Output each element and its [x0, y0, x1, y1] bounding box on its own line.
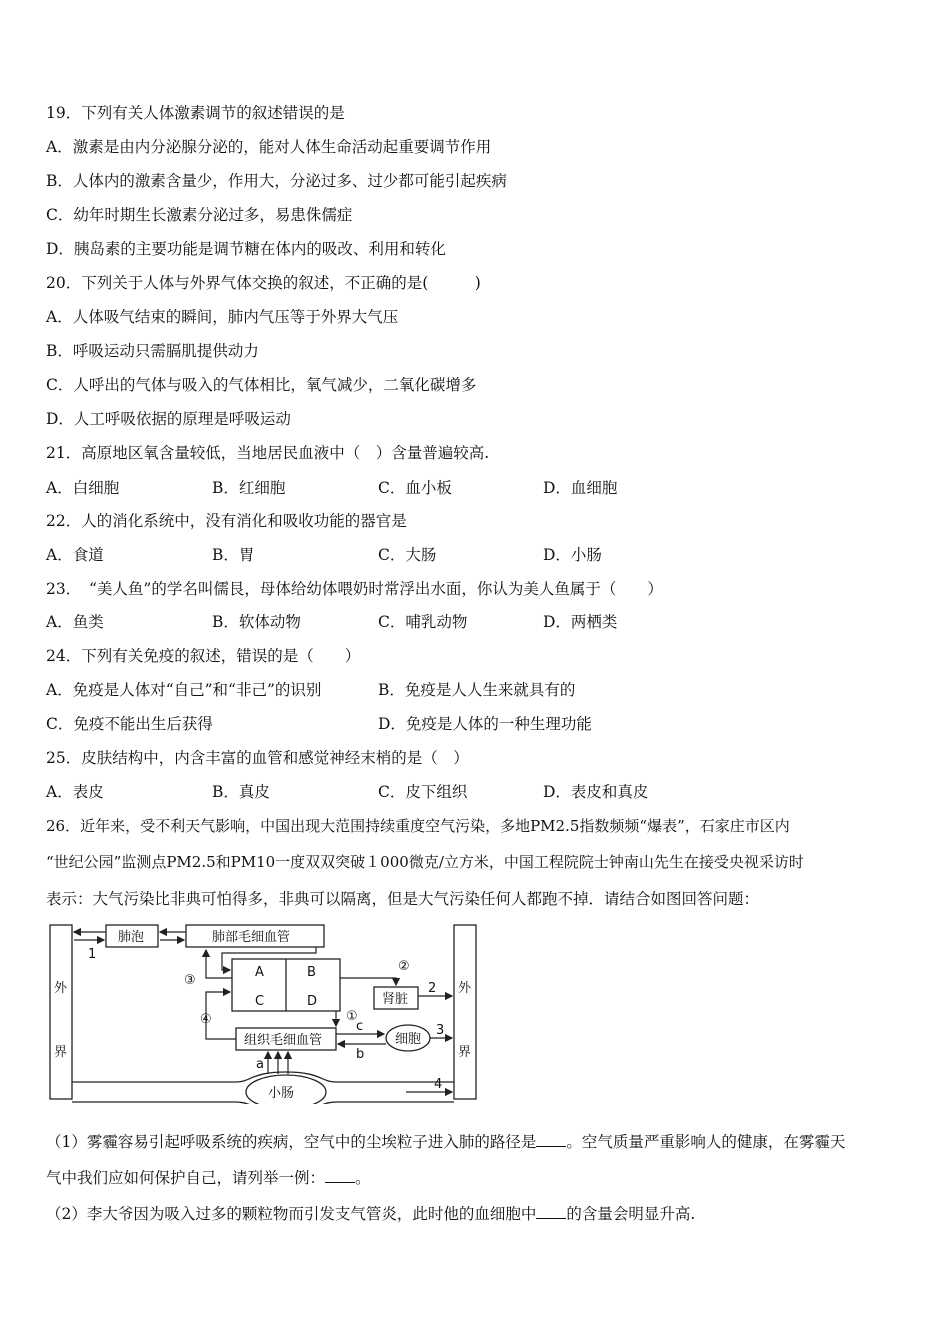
q23-option-a[interactable]: A．鱼类 [46, 613, 104, 631]
q23-option-d[interactable]: D．两栖类 [543, 613, 618, 631]
q25-option-b[interactable]: B．真皮 [212, 783, 270, 801]
q21-option-b[interactable]: B．红细胞 [212, 479, 286, 497]
outside-left-box [50, 925, 72, 1099]
q21-stem: 21．高原地区氧含量较低，当地居民血液中（ ）含量普遍较高. [46, 444, 490, 462]
heart-d-label: D [307, 994, 318, 1009]
q19-option-b[interactable]: B．人体内的激素含量少，作用大，分泌过多、过少都可能引起疾病 [46, 172, 507, 190]
q25-option-a[interactable]: A．表皮 [46, 783, 104, 801]
path-3-label: ③ [184, 973, 196, 988]
q26-sub2-blank[interactable] [536, 1204, 566, 1219]
q26-sub2-text-b: 的含量会明显升高. [566, 1205, 696, 1223]
q26-stem-line3: 表示：大气污染比非典可怕得多，非典可以隔离，但是大气污染任何人都跑不掉．请结合如图回答问题： [46, 890, 760, 908]
q24-stem: 24．下列有关免疫的叙述，错误的是（ ） [46, 647, 361, 665]
q26-sub1-text-c: 气中我们应如何保护自己，请列举一例： [46, 1169, 326, 1187]
q20-option-c[interactable]: C．人呼出的气体与吸入的气体相比，氧气减少，二氧化碳增多 [46, 376, 477, 394]
q26-sub2-text-a: （2）李大爷因为吸入过多的颗粒物而引发支气管炎，此时他的血细胞中 [46, 1205, 537, 1223]
q25-option-d[interactable]: D．表皮和真皮 [543, 783, 649, 801]
q23-stem: 23． “美人鱼”的学名叫儒艮，母体给幼体喂奶时常浮出水面，你认为美人鱼属于（ ） [46, 580, 663, 598]
q26-sub1-line1 [46, 1132, 845, 1152]
arrow-1-label: 1 [88, 947, 97, 962]
outside-left-label-1: 外 [54, 981, 68, 996]
q26-sub1-text-d: 。 [355, 1169, 371, 1187]
q24-option-b[interactable]: B．免疫是人人生来就具有的 [378, 681, 576, 699]
label-b: b [356, 1047, 365, 1062]
heart-b-label: B [307, 965, 316, 980]
q23-option-b[interactable]: B．软体动物 [212, 613, 301, 631]
label-c: c [356, 1019, 364, 1034]
q24-option-d[interactable]: D．免疫是人体的一种生理功能 [378, 715, 592, 733]
q22-option-c[interactable]: C．大肠 [378, 546, 437, 564]
q19-option-c[interactable]: C．幼年时期生长激素分泌过多，易患侏儒症 [46, 206, 353, 224]
q21-option-c[interactable]: C．血小板 [378, 479, 452, 497]
q26-stem-line2: “世纪公园”监测点PM2.5和PM10一度双双突破１000微克/立方米，中国工程院院士钟南山先生在接受央视采访时 [46, 853, 804, 871]
q20-stem: 20．下列关于人体与外界气体交换的叙述，不正确的是( ) [46, 274, 481, 292]
arrow-3-label: 3 [436, 1023, 445, 1038]
outside-left-label-2: 界 [54, 1045, 68, 1060]
q19-stem: 19．下列有关人体激素调节的叙述错误的是 [46, 104, 345, 122]
tissue-capillaries-label: 组织毛细血管 [244, 1033, 323, 1048]
q22-option-b[interactable]: B．胃 [212, 546, 255, 564]
q22-stem: 22．人的消化系统中，没有消化和吸收功能的器官是 [46, 512, 407, 530]
alveoli-label: 肺泡 [118, 930, 145, 945]
q19-option-d[interactable]: D．胰岛素的主要功能是调节糖在体内的吸改、利用和转化 [46, 240, 446, 258]
cell-label: 细胞 [395, 1032, 422, 1047]
q26-sub1-blank-1[interactable] [536, 1132, 566, 1147]
arrow-2-label: 2 [428, 981, 437, 996]
q25-stem: 25．皮肤结构中，内含丰富的血管和感觉神经末梢的是（ ） [46, 749, 469, 767]
circulation-diagram [46, 922, 478, 1104]
q22-option-a[interactable]: A．食道 [46, 546, 104, 564]
q21-option-a[interactable]: A．白细胞 [46, 479, 120, 497]
q26-sub1-blank-2[interactable] [325, 1168, 355, 1183]
outside-right-box [454, 925, 476, 1099]
path-1-label: ① [346, 1009, 358, 1024]
q26-sub1-text-a: （1）雾霾容易引起呼吸系统的疾病，空气中的尘埃粒子进入肺的路径是 [46, 1133, 537, 1151]
path-2-label: ② [398, 959, 410, 974]
path-4-label: ④ [200, 1012, 212, 1027]
lung-capillaries-label: 肺部毛细血管 [212, 930, 291, 945]
kidney-label: 肾脏 [382, 992, 409, 1007]
label-a: a [256, 1057, 264, 1072]
small-intestine-bottom [72, 1102, 454, 1104]
q20-option-b[interactable]: B．呼吸运动只需膈肌提供动力 [46, 342, 259, 360]
q20-option-d[interactable]: D．人工呼吸依据的原理是呼吸运动 [46, 410, 291, 428]
small-intestine-label: 小肠 [268, 1086, 295, 1101]
q24-option-a[interactable]: A．免疫是人体对“自己”和“非己”的识别 [46, 681, 322, 699]
q19-option-a[interactable]: A．激素是由内分泌腺分泌的，能对人体生命活动起重要调节作用 [46, 138, 492, 156]
heart-c-label: C [255, 994, 265, 1009]
q21-option-d[interactable]: D．血细胞 [543, 479, 618, 497]
outside-right-label-2: 界 [458, 1045, 472, 1060]
q25-option-c[interactable]: C．皮下组织 [378, 783, 468, 801]
outside-right-label-1: 外 [458, 981, 472, 996]
q26-stem-line1: 26．近年来，受不利天气影响，中国出现大范围持续重度空气污染，多地PM2.5指数频频“爆表”，石家庄市区内 [46, 817, 790, 835]
q23-option-c[interactable]: C．哺乳动物 [378, 613, 468, 631]
q26-sub2-line [46, 1204, 695, 1224]
arrow-4-label: 4 [434, 1077, 443, 1092]
q26-sub1-text-b: 。空气质量严重影响人的健康，在雾霾天 [566, 1133, 846, 1151]
small-intestine-top [72, 1072, 454, 1082]
heart-a-label: A [255, 965, 264, 980]
q24-option-c[interactable]: C．免疫不能出生后获得 [46, 715, 213, 733]
q22-option-d[interactable]: D．小肠 [543, 546, 602, 564]
q20-option-a[interactable]: A．人体吸气结束的瞬间，肺内气压等于外界大气压 [46, 308, 399, 326]
q26-sub1-line2 [46, 1168, 371, 1188]
